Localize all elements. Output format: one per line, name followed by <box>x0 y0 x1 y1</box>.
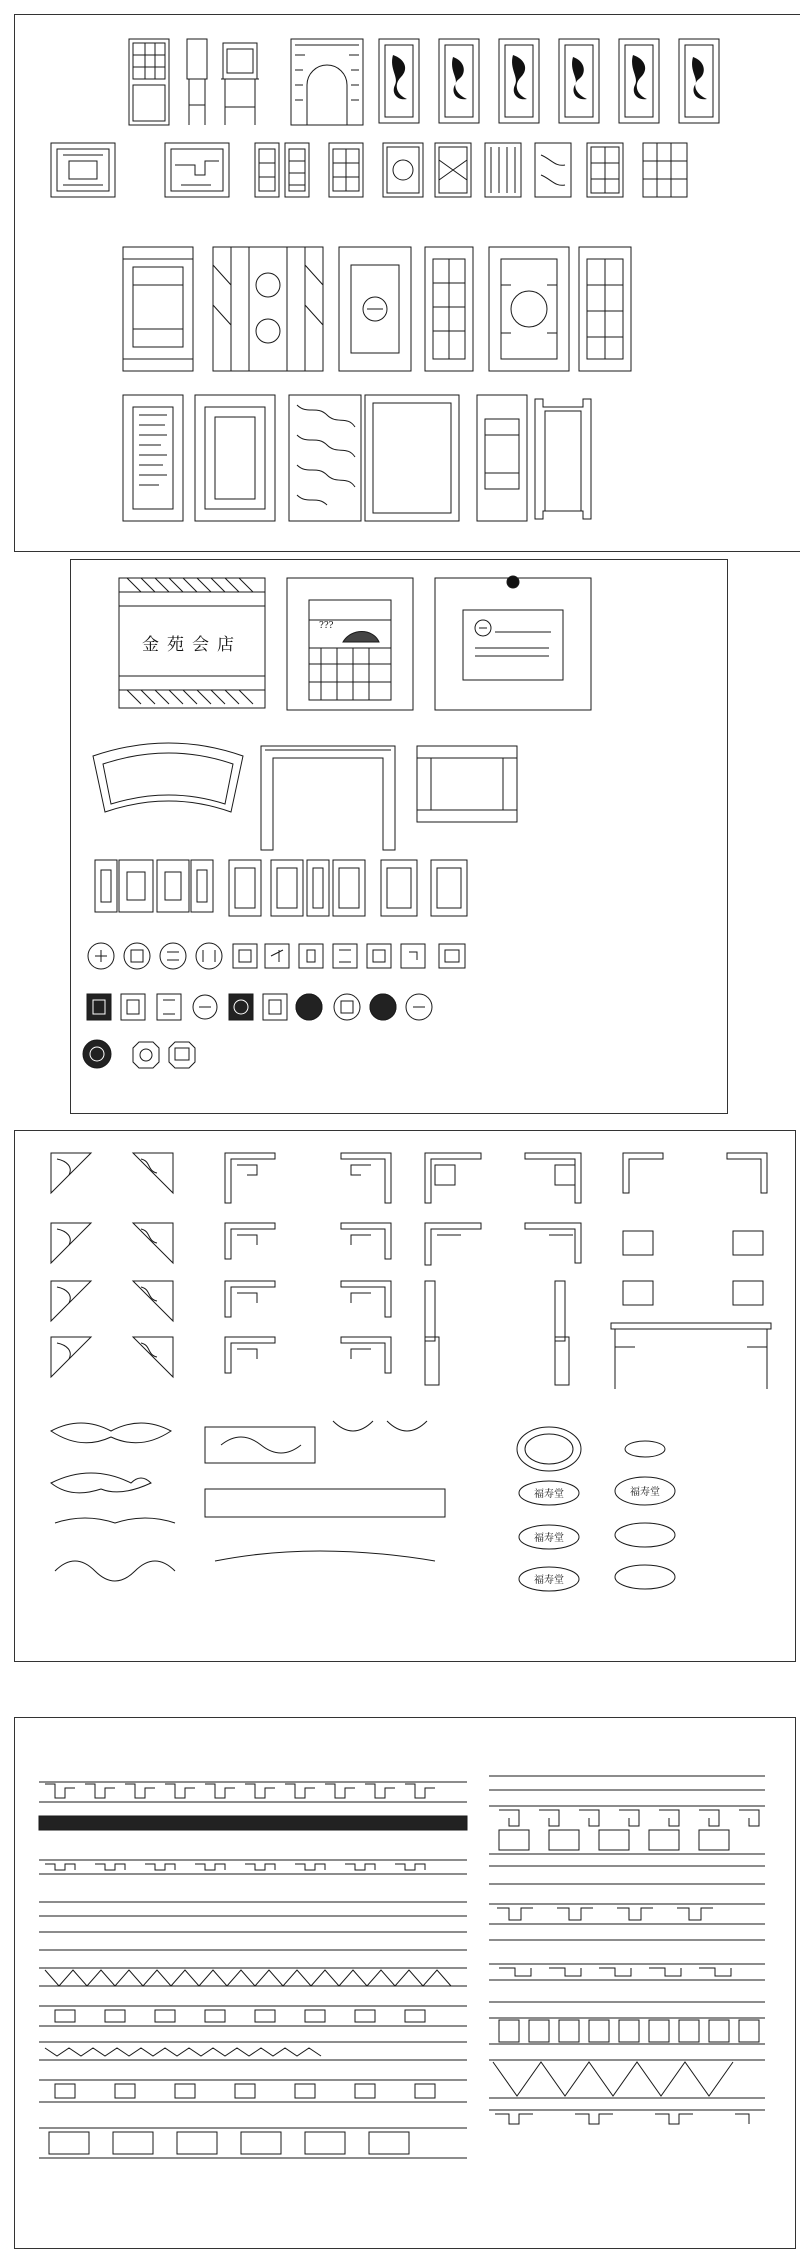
dragon-panel-row <box>379 39 719 123</box>
square-corner-grid <box>611 1153 771 1389</box>
sheet-signboards-medallions <box>70 559 728 1114</box>
fret-corner-grid <box>225 1153 391 1373</box>
lattice-panel-row <box>51 143 687 197</box>
signboards-drawing <box>71 560 727 1113</box>
storefront-drawing <box>287 578 413 710</box>
plaque-text-4: 福寿堂 <box>534 1575 564 1586</box>
small-panel-row <box>95 860 467 916</box>
right-border-column <box>489 1776 765 2124</box>
gate-frame <box>261 746 395 850</box>
chair-drawing <box>187 39 207 125</box>
plaque-group <box>517 1427 675 1591</box>
medallion-row-2 <box>87 994 448 1020</box>
left-border-column <box>39 1782 467 2158</box>
lattice-corner-grid <box>425 1153 581 1385</box>
panels-drawing <box>15 15 800 551</box>
gateway-drawing <box>435 576 591 710</box>
window-frame <box>417 746 517 822</box>
storefront-sign-text: ??? <box>319 621 334 631</box>
plaque-text-3: 福寿堂 <box>534 1533 564 1544</box>
sheet-corner-brackets-ornaments <box>14 1130 796 1662</box>
carved-corner-grid <box>51 1153 173 1377</box>
cabinet-drawing <box>129 39 169 125</box>
sheet-fret-borders <box>14 1717 796 2249</box>
scroll-ornaments <box>51 1421 445 1581</box>
medallion-row-3 <box>83 1040 195 1068</box>
plaque-text-1: 福寿堂 <box>534 1489 564 1500</box>
frame-row <box>123 395 591 521</box>
medallion-row-1 <box>88 943 465 969</box>
screen-row <box>123 247 631 371</box>
moon-gate-drawing <box>291 39 363 125</box>
sheet-furniture-panels <box>14 14 800 552</box>
fan-frame <box>93 743 243 812</box>
borders-drawing <box>15 1718 795 2248</box>
plaque-text-2: 福寿堂 <box>630 1487 660 1498</box>
signboard-text: 金苑会店 <box>142 635 242 655</box>
armchair-drawing <box>221 43 259 125</box>
corners-drawing <box>15 1131 795 1661</box>
